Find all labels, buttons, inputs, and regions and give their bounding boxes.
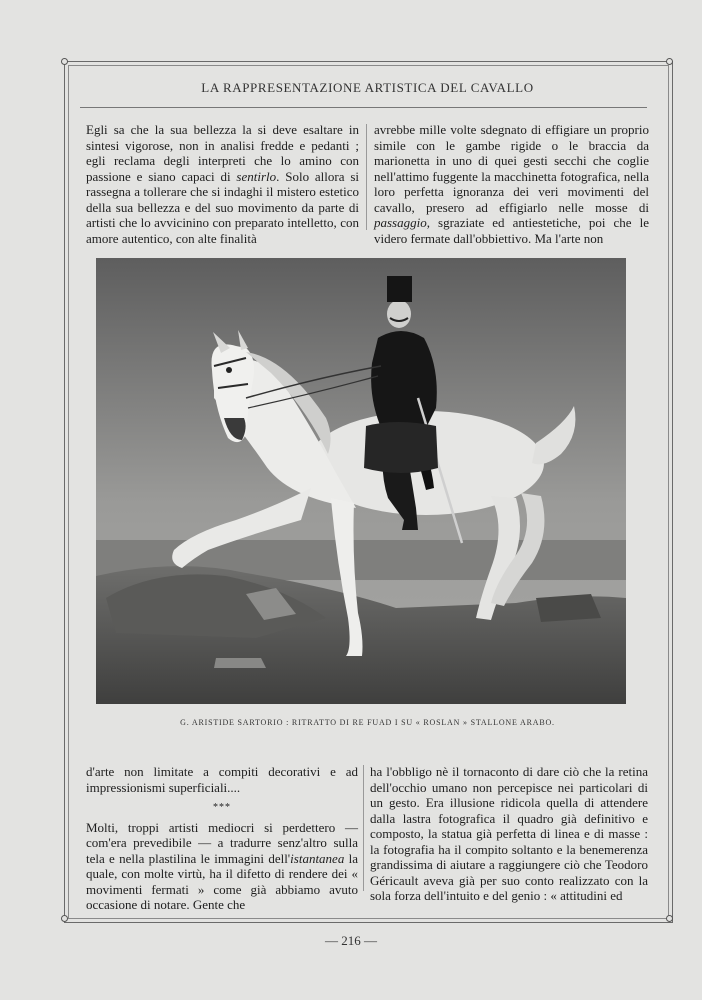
header-rule <box>80 107 647 108</box>
top-right-column <box>374 122 649 246</box>
column-rule <box>363 765 364 891</box>
frame-corner-ornament <box>61 915 68 922</box>
bottom-right-column <box>370 764 648 904</box>
horse-rider-illustration <box>96 258 626 704</box>
portrait-photograph <box>96 258 626 704</box>
bottom-left-column <box>86 764 358 913</box>
paragraph: Molti, troppi artisti mediocri si perdettero — com'era prevedibile — a tradurre senz'altro sulla tela e nella plastilina le immagini dell'istantanea la quale, con molte virtù, ha il difetto di rendere dei « movimenti fermati » come già abbiamo avuto occasione di notare. Gente che <box>86 819 358 912</box>
column-rule <box>366 124 367 230</box>
running-title: LA RAPPRESENTAZIONE ARTISTICA DEL CAVALLO <box>201 80 534 95</box>
paragraph: Egli sa che la sua bellezza la si deve esaltare in sintesi vigorose, non in analisi fredde e pedanti ; egli reclama degli interpreti che lo amino con passione e siano capaci di sentirlo. Solo allora si rassegna a tollerare che si indaghi il mistero estetico della sua bellezza e del suo movimento da parte di artisti che lo avvicinino con preparato intelletto, con amore autentico, con alte finalità <box>86 122 359 246</box>
page-number: — 216 — <box>325 933 377 948</box>
paragraph: d'arte non limitate a compiti decorativi e ad impressionismi superficiali.... <box>86 764 358 795</box>
frame-corner-ornament <box>666 915 673 922</box>
frame-corner-ornament <box>666 58 673 65</box>
paragraph: avrebbe mille volte sdegnato di effigiare un proprio simile con le gambe rigide o le braccia da marionetta in uno di quei gesti secchi che coglie nell'attimo fuggente la macchinetta fotografica, nella loro perfetta ignoranza dei veri movimenti del cavallo, presero ad effigiarlo nelle mosse di passaggio, sgraziate ed antiestetiche, poi che le videro fermate dall'obbiettivo. Ma l'arte non <box>374 122 649 246</box>
paragraph: ha l'obbligo nè il tornaconto di dare ciò che la retina dell'occhio umano non percepisce nei particolari di un gesto. Era illusione ridicola quella di attendere dalla lastra fotografica il quadro già definitivo e composto, la statua già perfetta di linea e di masse : la fotografia ha il compito soltanto e la benemerenza grandissima di aiutare a raggiungere ciò che Teodoro Géricault aveva già per suo conto realizzato con la sola forza dell'intuito e del genio : « attitudini ed <box>370 764 648 903</box>
figure-caption: G. ARISTIDE SARTORIO : RITRATTO DI RE FUAD I SU « ROSLAN » STALLONE ARABO. <box>180 718 555 727</box>
frame-corner-ornament <box>61 58 68 65</box>
section-separator: *** <box>213 802 231 813</box>
top-left-column <box>86 122 359 246</box>
